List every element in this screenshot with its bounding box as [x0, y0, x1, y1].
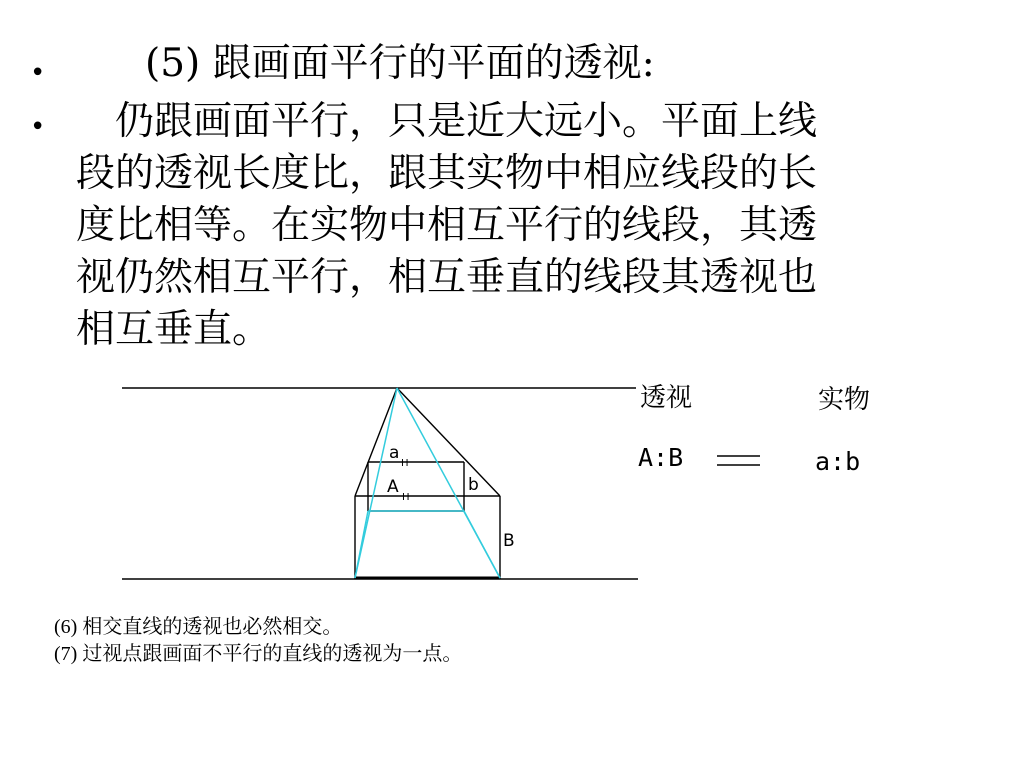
label-actual: 实物: [818, 385, 871, 415]
notes: [54, 614, 462, 668]
paragraph-line: 视仍然相互平行，相互垂直的线段其透视也: [76, 255, 818, 300]
paragraph-line: 度比相等。在实物中相互平行的线段，其透: [76, 203, 818, 248]
label-A: A: [387, 477, 399, 497]
paragraph-line: 仍跟画面平行，只是近大远小。平面上线: [76, 99, 818, 144]
label-B: B: [503, 531, 515, 551]
label-perspective: 透视: [640, 383, 693, 413]
bullet-1: •: [30, 58, 46, 88]
section-heading: (5) 跟画面平行的平面的透视:: [145, 41, 655, 86]
ratio-perspective: A:B: [638, 443, 684, 472]
label-a: a: [389, 443, 400, 463]
label-A-sub: H: [402, 492, 410, 503]
paragraph-line: 段的透视长度比，跟其实物中相应线段的长: [76, 151, 818, 196]
label-a-sub: H: [401, 458, 409, 469]
label-b: b: [468, 475, 479, 495]
note-7: (7) 过视点跟画面不平行的直线的透视为一点。: [54, 643, 463, 665]
equals-mark: [717, 456, 760, 465]
bullet-2: •: [30, 112, 46, 142]
ratio-actual: a:b: [815, 447, 861, 476]
paragraph-line: 相互垂直。: [76, 307, 272, 352]
note-6: (6) 相交直线的透视也必然相交。: [54, 616, 343, 638]
